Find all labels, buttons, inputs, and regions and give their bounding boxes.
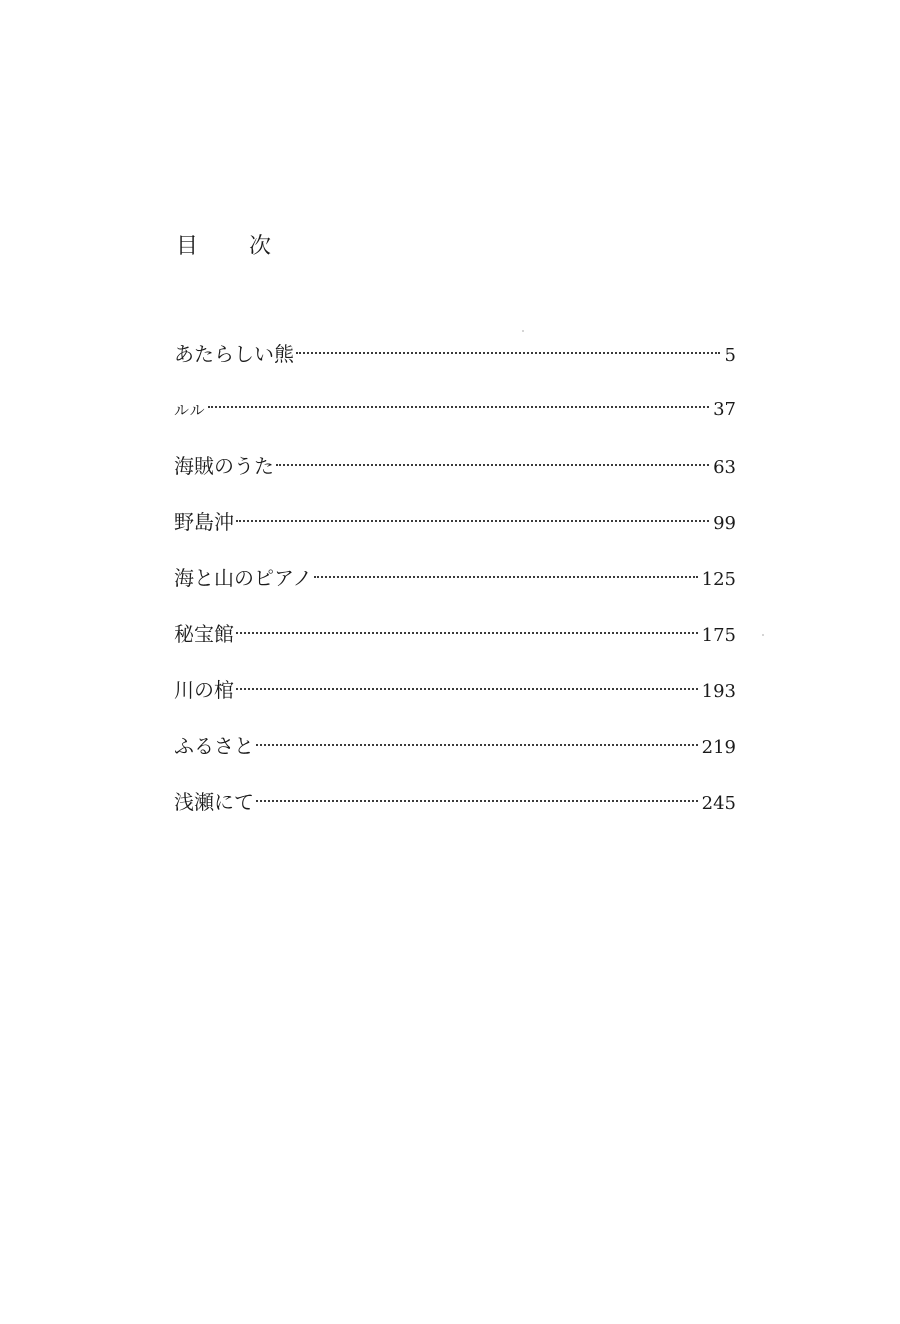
toc-entry-title: ふるさと	[174, 734, 254, 758]
dot-leader	[314, 576, 697, 578]
paper-speck	[522, 330, 524, 332]
toc-entry-title: 野島沖	[174, 510, 234, 534]
toc-page-number: 193	[701, 681, 736, 702]
toc-page-number: 175	[701, 625, 736, 646]
toc-page-number: 125	[701, 569, 736, 590]
toc-entry	[174, 562, 736, 618]
toc-entry-title: 秘宝館	[174, 622, 234, 646]
toc-page-number: 245	[701, 793, 736, 814]
dot-leader	[256, 800, 698, 802]
toc-list	[174, 338, 736, 842]
toc-entry	[174, 450, 736, 506]
paper-speck	[762, 634, 764, 636]
dot-leader	[236, 632, 698, 634]
toc-entry	[174, 338, 736, 394]
dot-leader	[236, 520, 709, 522]
toc-page-number: 37	[713, 399, 736, 420]
toc-page-number: 219	[701, 737, 736, 758]
toc-page-number: 99	[713, 513, 736, 534]
toc-entry-title: 川の棺	[174, 678, 234, 702]
toc-heading: 目 次	[176, 234, 293, 259]
dot-leader	[208, 406, 709, 408]
dot-leader	[276, 464, 709, 466]
dot-leader	[236, 688, 698, 690]
toc-entry	[174, 394, 736, 450]
toc-entry-title: 海と山のピアノ	[174, 566, 313, 590]
dot-leader	[296, 352, 720, 354]
toc-entry-title: あたらしい熊	[174, 342, 294, 366]
toc-entry	[174, 506, 736, 562]
toc-entry	[174, 618, 736, 674]
toc-page-number: 63	[713, 457, 736, 478]
toc-entry	[174, 674, 736, 730]
toc-entry	[174, 786, 736, 842]
toc-entry-title: 浅瀬にて	[174, 790, 254, 814]
toc-entry-title: 海賊のうた	[174, 454, 274, 478]
dot-leader	[256, 744, 698, 746]
toc-page-number: 5	[724, 345, 736, 366]
toc-entry-title: ルル	[174, 401, 206, 419]
toc-entry	[174, 730, 736, 786]
